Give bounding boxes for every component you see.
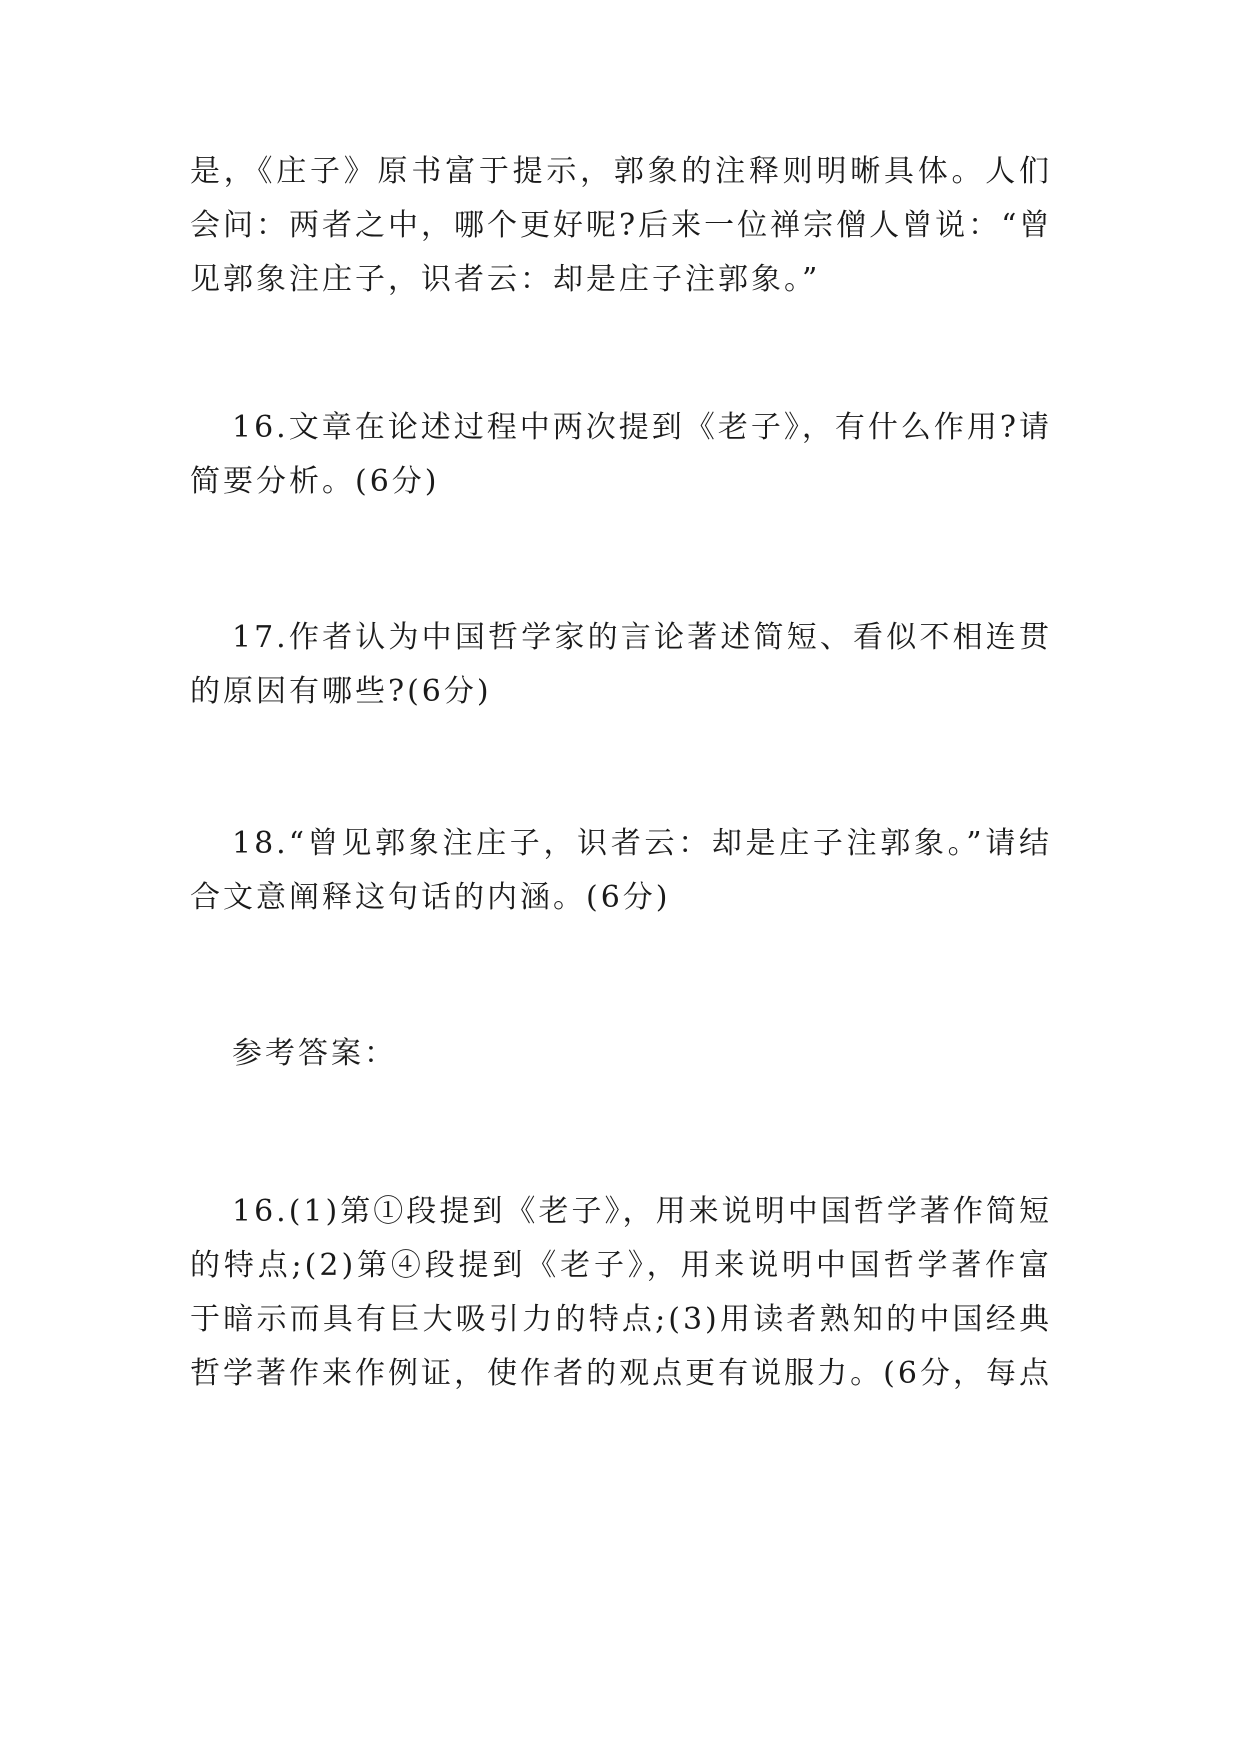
text-line: 16.(1)第①段提到《老子》，用来说明中国哲学著作简短 [232, 1194, 1052, 1229]
text-line: 见郭象注庄子，识者云：却是庄子注郭象。” [190, 262, 821, 297]
text-line: 的特点;(2)第④段提到《老子》，用来说明中国哲学著作富 [190, 1248, 1052, 1283]
text-line: 16.文章在论述过程中两次提到《老子》，有什么作用?请 [232, 410, 1052, 445]
text-line: 于暗示而具有巨大吸引力的特点;(3)用读者熟知的中国经典 [190, 1302, 1052, 1337]
text-line: 是，《庄子》原书富于提示，郭象的注释则明晰具体。人们 [190, 154, 1052, 189]
text-line: 18.“曾见郭象注庄子，识者云：却是庄子注郭象。”请结 [232, 826, 1052, 861]
answers-heading [190, 1027, 1052, 1081]
text-line: 参考答案： [232, 1036, 397, 1071]
question-16 [190, 401, 1052, 509]
text-line: 会问：两者之中，哪个更好呢?后来一位禅宗僧人曾说：“曾 [190, 208, 1053, 243]
text-line: 17.作者认为中国哲学家的言论著述简短、看似不相连贯 [232, 620, 1052, 655]
text-line: 简要分析。(6分) [190, 464, 440, 499]
text-line: 哲学著作来作例证，使作者的观点更有说服力。(6分，每点 [190, 1356, 1052, 1391]
question-17 [190, 611, 1052, 719]
intro-paragraph [190, 145, 1052, 307]
answer-16 [190, 1185, 1052, 1401]
text-line: 合文意阐释这句话的内涵。(6分) [190, 880, 671, 915]
question-18 [190, 817, 1052, 925]
text-line: 的原因有哪些?(6分) [190, 674, 492, 709]
